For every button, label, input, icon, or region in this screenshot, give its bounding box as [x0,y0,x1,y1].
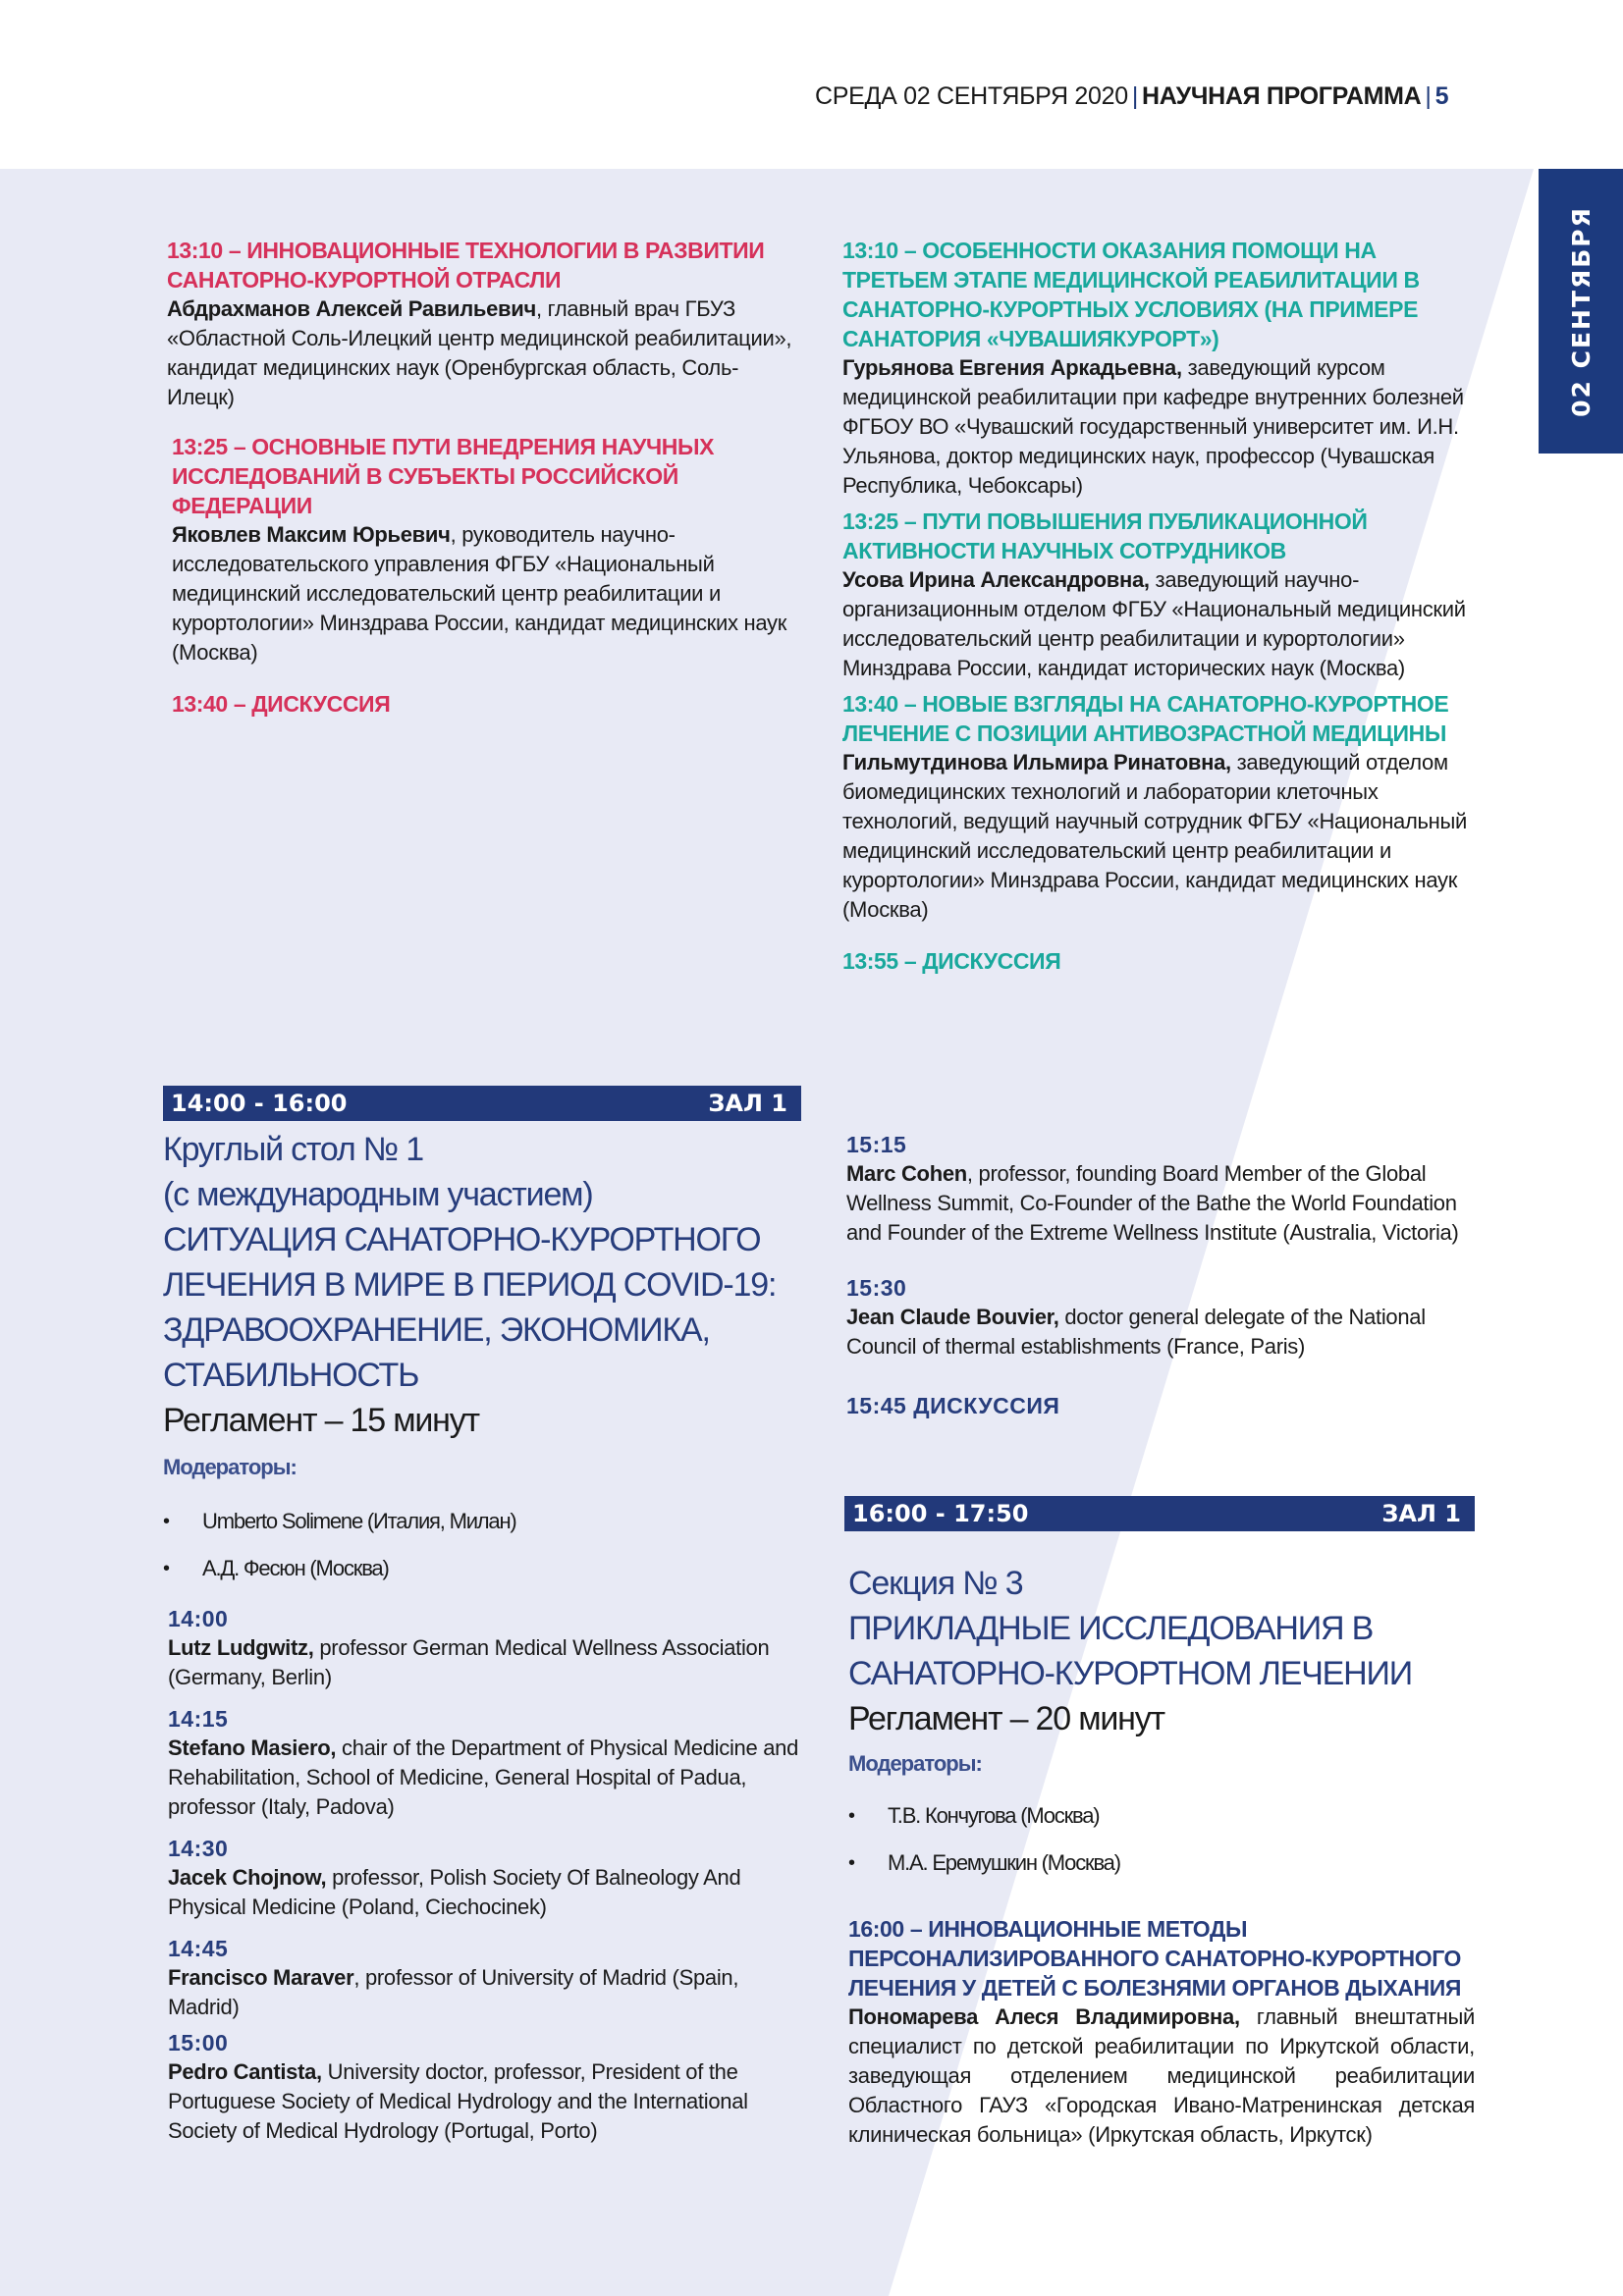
speaker-details: , главный врач ГБУЗ «Областной Соль-Илецкий центр медицинской реабилитации», кандидат медицинских наук (Оренбургская область, Соль-Илецк) [167,296,792,409]
session-talks [163,1604,801,2146]
moderator-name: А.Д. Фесюн (Москва) [202,1556,389,1580]
speaker-name: Pedro Cantista, [168,2059,322,2084]
header-section: НАУЧНАЯ ПРОГРАММА [1142,82,1422,110]
talk-time: 14:00 [168,1606,229,1631]
session-type: Круглый стол № 1 [163,1131,423,1168]
talk-description [168,1963,801,2022]
talk-title: 13:25 – ПУТИ ПОВЫШЕНИЯ ПУБЛИКАЦИОННОЙ АКТИВНОСТИ НАУЧНЫХ СОТРУДНИКОВ [842,508,1368,563]
session-round-table-1-continued [846,1130,1485,1420]
talk-title: 13:10 – ИННОВАЦИОННЫЕ ТЕХНОЛОГИИ В РАЗВИТИИ САНАТОРНО-КУРОРТНОЙ ОТРАСЛИ [167,238,765,293]
moderator-name: М.А. Еремушкин (Москва) [888,1850,1120,1875]
moderators-list [163,1498,801,1592]
talk-item [168,1604,801,1692]
talk-item [168,1834,801,1922]
speaker-name: Marc Cohen [846,1161,967,1186]
speaker-details: University doctor, professor, President of the Portuguese Society of Medical Hydrology and the International Society of Medical Hydrology (Portugal, Porto) [168,2059,748,2143]
talk-description [848,2002,1475,2150]
talk-description [842,565,1481,683]
talk-title: 13:40 – НОВЫЕ ВЗГЛЯДЫ НА САНАТОРНО-КУРОРТНОЕ ЛЕЧЕНИЕ С ПОЗИЦИИ АНТИВОЗРАСТНОЙ МЕДИЦИНЫ [842,691,1449,746]
speaker-name: Lutz Ludgwitz, [168,1635,314,1660]
talk-description [167,294,805,412]
moderator-item [163,1545,801,1592]
bullet-icon: • [163,1510,169,1532]
header-date: СРЕДА 02 СЕНТЯБРЯ 2020 [815,82,1128,110]
talk-description [168,1734,801,1822]
speaker-name: Jacek Chojnow, [168,1865,327,1890]
talk-description [842,353,1481,501]
speaker-details: professor German Medical Wellness Association (Germany, Berlin) [168,1635,770,1689]
talk-description [172,520,805,667]
page-header [815,82,1448,111]
talk-description [168,1633,801,1692]
header-separator: | [1131,82,1139,110]
talk-description [842,748,1481,925]
speaker-name: Яковлев Максим Юрьевич [172,522,451,547]
speaker-details: professor, Polish Society Of Balneology And Physical Medicine (Poland, Ciechocinek) [168,1865,741,1919]
speaker-details: главный внештатный специалист по детской реабилитации по Иркутской области, заведующая отделением медицинской реабилитации Областного ГАУЗ «Городская Ивано-Матренинская детская клиническая больница» (Иркутская область, Иркутск) [848,2004,1475,2147]
discussion-label: 13:40 – ДИСКУССИЯ [172,691,391,717]
talk-item [844,1914,1475,2150]
moderators-label: Модераторы: [848,1751,982,1776]
talk-title: 13:25 – ОСНОВНЫЕ ПУТИ ВНЕДРЕНИЯ НАУЧНЫХ ИССЛЕДОВАНИЙ В СУБЪЕКТЫ РОССИЙСКОЙ ФЕДЕРАЦИИ [172,434,715,518]
speaker-name: Stefano Masiero, [168,1735,337,1760]
talk-description [846,1159,1485,1248]
session-section-3 [844,1496,1475,2150]
talk-item [168,2028,801,2146]
talk-item [168,1704,801,1822]
session-time: 14:00 - 16:00 [171,1090,348,1117]
speaker-name: Гильмутдинова Ильмира Ринатовна, [842,750,1231,774]
discussion-label: 13:55 – ДИСКУССИЯ [842,948,1061,974]
talk-item [168,1934,801,2022]
speaker-details: заведующий курсом медицинской реабилитации при кафедре внутренних болезней ФГБОУ ВО «Чувашский государственный университет им. И.Н. Ульянова, доктор медицинских наук, профессор (Чувашская Республика, Чебоксары) [842,355,1464,498]
session-hall: ЗАЛ 1 [708,1090,787,1117]
speaker-details: , professor, founding Board Member of the Global Wellness Summit, Co-Founder of the Bathe the World Foundation and Founder of the Extreme Wellness Institute (Australia, Victoria) [846,1161,1459,1245]
moderators-label: Модераторы: [163,1455,297,1479]
session-type: Секция № 3 [848,1565,1023,1602]
left-top-talks [167,236,805,719]
talk-time: 14:15 [168,1706,229,1732]
talk-time: 15:30 [846,1275,907,1301]
session-time-bar [163,1086,801,1121]
session-time: 16:00 - 17:50 [852,1500,1029,1527]
moderator-name: Umberto Solimene (Италия, Милан) [202,1509,516,1533]
talk-item [167,432,805,667]
speaker-details: , руководитель научно-исследовательского управления ФГБУ «Национальный медицинский исследовательский центр реабилитации и курортологии» Минздрава России, кандидат медицинских наук (Москва) [172,522,787,665]
talk-title: 16:00 – ИННОВАЦИОННЫЕ МЕТОДЫ ПЕРСОНАЛИЗИРОВАННОГО САНАТОРНО-КУРОРТНОГО ЛЕЧЕНИЯ У ДЕТЕЙ С БОЛЕЗНЯМИ ОРГАНОВ ДЫХАНИЯ [848,1916,1462,2001]
talk-title: 13:10 – ОСОБЕННОСТИ ОКАЗАНИЯ ПОМОЩИ НА ТРЕТЬЕМ ЭТАПЕ МЕДИЦИНСКОЙ РЕАБИЛИТАЦИИ В САНАТОРНО-КУРОРТНЫХ УСЛОВИЯХ (НА ПРИМЕРЕ САНАТОРИЯ «ЧУВАШИЯКУРОРТ») [842,238,1420,351]
speaker-name: Jean Claude Bouvier, [846,1305,1059,1329]
speaker-name: Пономарева Алеся Владимировна, [848,2004,1240,2029]
bullet-icon: • [163,1557,169,1579]
page-number: 5 [1434,82,1449,110]
speaker-details: chair of the Department of Physical Medicine and Rehabilitation, School of Medicine, General Hospital of Padua, professor (Italy, Padova) [168,1735,799,1819]
talk-item [846,1130,1485,1248]
talk-description [846,1303,1485,1362]
discussion-label: 15:45 ДИСКУССИЯ [846,1393,1060,1418]
session-hall: ЗАЛ 1 [1381,1500,1461,1527]
session-subtitle: (с международным участием) [163,1176,593,1213]
talk-time: 14:45 [168,1936,229,1961]
date-side-tab-label: 02 СЕНТЯБРЯ [1566,205,1596,417]
moderator-item [163,1498,801,1545]
session-title: СИТУАЦИЯ САНАТОРНО-КУРОРТНОГО ЛЕЧЕНИЯ В МИРЕ В ПЕРИОД COVID-19: ЗДРАВООХРАНЕНИЕ, ЭКОНОМИКА, СТАБИЛЬНОСТЬ [163,1221,777,1394]
right-top-talks [842,236,1481,976]
talk-item [167,236,805,412]
bullet-icon: • [848,1851,854,1874]
moderator-item [848,1840,1475,1887]
speaker-name: Гурьянова Евгения Аркадьевна, [842,355,1182,380]
talk-description [168,1863,801,1922]
talk-time: 15:15 [846,1132,907,1157]
session-round-table-1 [163,1086,801,2146]
talk-time: 15:00 [168,2030,229,2056]
bullet-icon: • [848,1804,854,1827]
talk-item [846,1273,1485,1362]
talk-description [168,2057,801,2146]
talk-item [842,507,1481,683]
talk-item [842,236,1481,501]
speaker-details: doctor general delegate of the National Council of thermal establishments (France, Paris) [846,1305,1426,1359]
moderators-list [844,1792,1475,1887]
session-title: ПРИКЛАДНЫЕ ИССЛЕДОВАНИЯ В САНАТОРНО-КУРОРТНОМ ЛЕЧЕНИИ [848,1610,1412,1692]
talk-time: 14:30 [168,1836,229,1861]
session-reglament: Регламент – 15 минут [163,1402,479,1439]
session-reglament: Регламент – 20 минут [848,1700,1164,1737]
moderator-name: Т.В. Кончугова (Москва) [888,1803,1100,1828]
speaker-name: Абдрахманов Алексей Равильевич [167,296,536,321]
speaker-details: заведующий отделом биомедицинских технологий и лаборатории клеточных технологий, ведущий научный сотрудник ФГБУ «Национальный медицинский исследовательский центр реабилитации и курортологии» Минздрава России, кандидат медицинских наук (Москва) [842,750,1468,922]
session-heading [163,1127,801,1443]
speaker-name: Усова Ирина Александровна, [842,567,1150,592]
speaker-details: , professor of University of Madrid (Spain, Madrid) [168,1965,739,2019]
moderator-item [848,1792,1475,1840]
header-separator: | [1425,82,1432,110]
talk-item [842,689,1481,925]
session-heading [844,1561,1475,1741]
speaker-name: Francisco Maraver [168,1965,354,1990]
date-side-tab [1539,169,1623,454]
session-time-bar [844,1496,1475,1531]
speaker-details: заведующий научно-организационным отделом ФГБУ «Национальный медицинский исследовательский центр реабилитации и курортологии» Минздрава России, кандидат исторических наук (Москва) [842,567,1466,680]
